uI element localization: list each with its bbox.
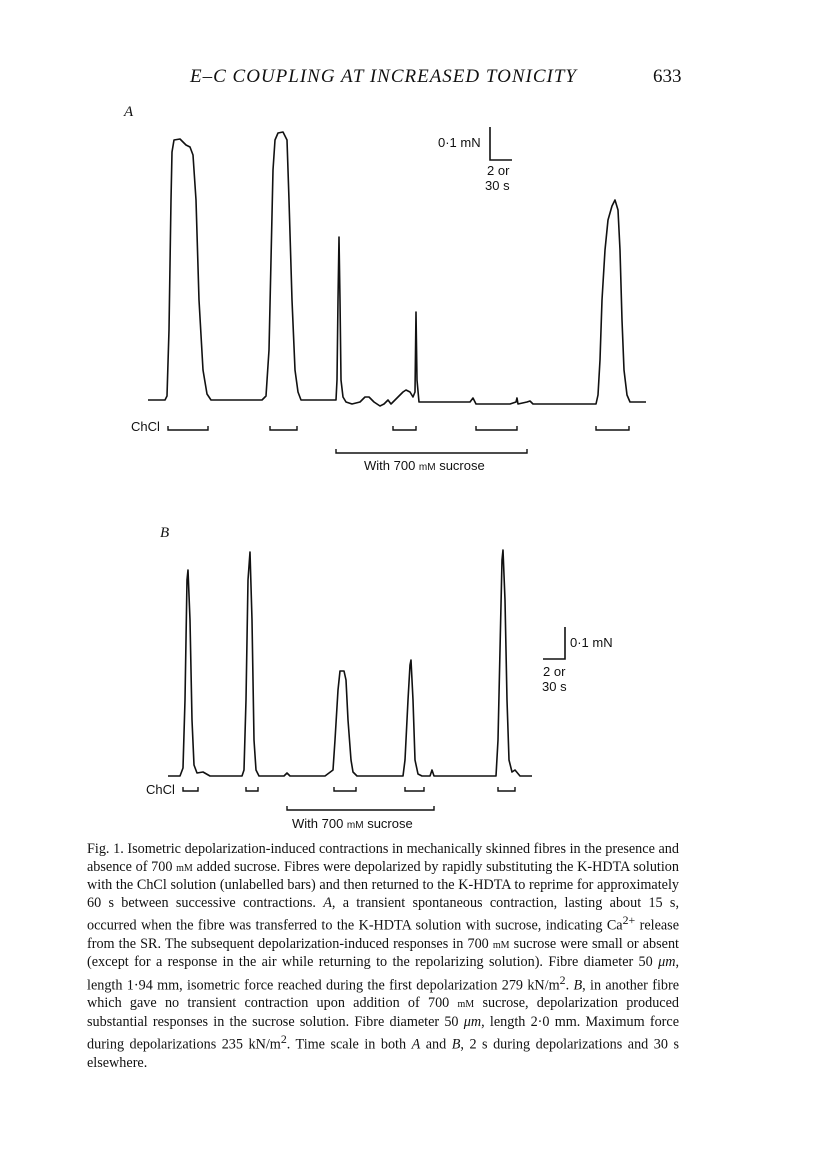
panel-b-force-scale-label: 0·1 mN <box>570 635 613 650</box>
page-number: 633 <box>653 66 682 87</box>
running-header-title: E–C COUPLING AT INCREASED TONICITY <box>190 66 577 87</box>
panel-b-stimulus-bars <box>183 787 515 791</box>
panel-b-scale-bar <box>543 627 565 659</box>
panel-b-time-scale-label-1: 2 or <box>543 664 566 679</box>
figure-caption: Fig. 1. Isometric depolarization-induced contractions in mechanically skinned fibres in the presence and absence of 700 mM added sucrose. Fibres were depolarized by rapidly substituting the K-HDTA solution with the ChCl solution (unlabelled bars) and then returned to the K-HDTA to reprime for approximately 60 s between successive contractions. A, a transient spontaneous contraction, lasting about 15 s, occurred when the fibre was transferred to the K-HDTA solution with sucrose, indicating $Ca^{2+}$ release from the SR. The subsequent depolarization-induced responses in 700 mM sucrose were small or absent (except for a response in the air while returning to the repolarizing solution). Fibre diameter 50 μm, length 1·94 mm, isometric force reached during the first depolarization 279 $kN/m^2$. B, in another fibre which gave no transient contraction upon addition of 700 mM sucrose, depolarization produced substantial responses in the sucrose solution. Fibre diameter 50 μm, length 2·0 mm. Maximum force during depolarizations 235 $kN/m^2$. Time scale in both A and B, 2 s during depolarizations and 30 s elsewhere. <box>87 841 680 1071</box>
panel-b-sucrose-bar <box>287 806 434 810</box>
panel-b-chcl-label: ChCl <box>146 782 175 797</box>
panel-b-force-trace <box>168 550 532 776</box>
panel-a-sucrose-label: With 700 mM sucrose <box>364 458 485 473</box>
panel-b-label: B <box>160 525 170 541</box>
panel-b-time-scale-label-2: 30 s <box>542 679 567 694</box>
panel-a-time-scale-label-2: 30 s <box>485 178 510 193</box>
panel-a-chcl-label: ChCl <box>131 419 160 434</box>
panel-a-time-scale-label-1: 2 or <box>487 163 510 178</box>
panel-a-force-scale-label: 0·1 mN <box>438 135 481 150</box>
figure-label: Fig. 1. <box>87 841 124 857</box>
panel-b-sucrose-label: With 700 mM sucrose <box>292 816 413 831</box>
panel-a-label: A <box>124 104 134 120</box>
